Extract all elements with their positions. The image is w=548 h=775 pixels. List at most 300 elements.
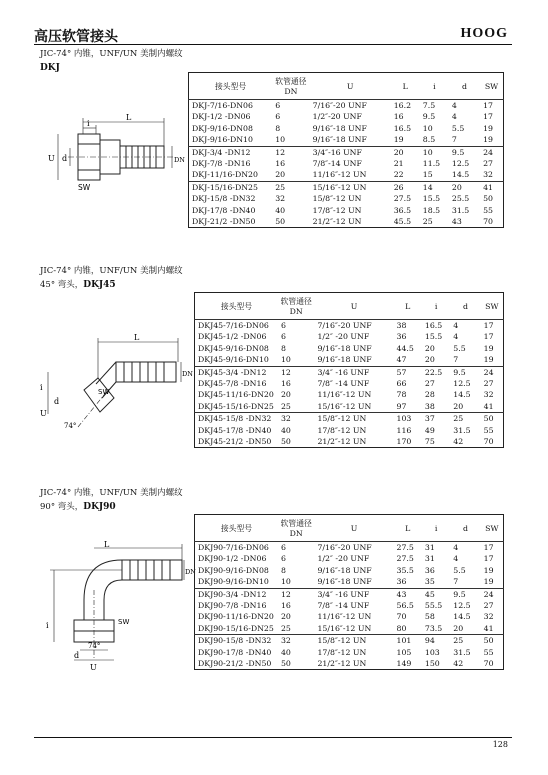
table-cell: 3/4″-16 UNF — [310, 146, 391, 158]
table-cell: 25 — [280, 623, 291, 633]
table-row — [195, 425, 504, 436]
dim-label-u: U — [90, 663, 97, 672]
table-cell: 26 — [391, 181, 420, 193]
column-header: 接头型号 — [195, 515, 278, 542]
table-cell: 19 — [483, 565, 494, 575]
table-cell: 35 — [424, 577, 435, 587]
table-cell: 4 — [451, 101, 457, 110]
table-row — [195, 588, 504, 600]
table-cell: 4 — [453, 321, 459, 330]
table-cell: 31 — [424, 543, 435, 552]
table-cell: 17 — [483, 554, 494, 564]
column-header: U — [314, 293, 393, 320]
column-header: SW — [480, 73, 503, 100]
table-cell: 17/8″-12 UN — [312, 205, 362, 215]
table-cell: 28 — [424, 390, 435, 400]
table-cell: 21/2″-12 UN — [317, 437, 367, 447]
cell-model: DKJ-3/4 -DN12 — [189, 146, 273, 158]
straight-fitting-drawing — [38, 112, 183, 190]
table-cell: 36 — [396, 577, 407, 587]
table-cell: 9/16″-18 UNF — [312, 135, 367, 145]
table-cell: 16 — [280, 601, 291, 611]
table-cell: 14.5 — [453, 612, 471, 622]
table-row — [195, 413, 504, 425]
column-header: 接头型号 — [195, 293, 278, 320]
table-cell: 19 — [483, 355, 494, 365]
cell-model: DKJ-7/8 -DN16 — [192, 159, 251, 169]
table-cell: 10 — [280, 355, 291, 365]
table-cell: 97 — [396, 401, 407, 411]
table-cell: 105 — [396, 647, 412, 657]
table-cell: 36.5 — [393, 205, 412, 215]
table-cell: 4 — [453, 554, 459, 564]
table-cell: 103 — [394, 413, 422, 425]
dim-label-l: L — [104, 540, 110, 549]
table-cell: 11/16″-12 UN — [317, 612, 372, 622]
table-cell: 75 — [424, 437, 435, 447]
table-row — [189, 123, 504, 134]
table-cell: 11/16″-12 UN — [312, 170, 367, 180]
table-cell: 9.5 — [449, 146, 480, 158]
cell-model: DKJ-9/16-DN10 — [192, 135, 253, 145]
table-cell: 7/16″-20 UNF — [312, 101, 367, 110]
table-cell: 66 — [396, 379, 407, 389]
table-cell: 12 — [278, 366, 314, 378]
table-cell: 16.5 — [393, 123, 412, 133]
table-cell: 103 — [424, 647, 440, 657]
table-row — [189, 100, 504, 112]
table-cell: 10 — [422, 123, 433, 133]
table-cell: 17 — [483, 332, 494, 342]
header-divider — [34, 44, 512, 45]
cell-model: DKJ-11/16-DN20 — [192, 170, 258, 180]
table-cell: 35.5 — [396, 565, 414, 575]
table-row — [195, 658, 504, 670]
section-caption-dkj45 — [40, 264, 183, 292]
column-header: 接头型号 — [189, 73, 273, 100]
dim-label-i: i — [46, 621, 49, 630]
table-cell: 19 — [483, 135, 493, 145]
page-title: 高压软管接头 — [34, 29, 118, 45]
table-cell: 20 — [280, 390, 291, 400]
table-cell: 27 — [483, 159, 493, 169]
table-cell: 3/4″ -16 UNF — [314, 366, 393, 378]
cell-model: DKJ45-7/8 -DN16 — [198, 379, 267, 389]
table-cell: 27 — [483, 601, 494, 611]
table-cell: 9.5 — [422, 112, 436, 122]
table-cell: 14 — [420, 181, 449, 193]
table-cell: 11/16″-12 UN — [317, 390, 372, 400]
dim-label-sw: SW — [78, 183, 91, 192]
table-cell: 17 — [483, 101, 493, 110]
table-cell: 55.5 — [424, 601, 443, 611]
table-cell: 24 — [481, 588, 504, 600]
table-cell: 45 — [422, 588, 450, 600]
table-cell: 20 — [391, 146, 420, 158]
table-row — [189, 169, 504, 181]
dim-label-l: L — [126, 113, 132, 122]
table-cell: 20 — [280, 612, 291, 622]
table-cell: 41 — [480, 181, 503, 193]
cell-model: DKJ45-9/16-DN10 — [198, 355, 269, 365]
table-cell: 7 — [453, 355, 459, 365]
column-header: i — [422, 293, 450, 320]
table-cell: 116 — [396, 425, 412, 435]
table-cell: 55 — [483, 425, 494, 435]
cell-model: DKJ90-3/4 -DN12 — [195, 588, 278, 600]
table-cell: 6 — [280, 554, 286, 564]
table-cell: 7.5 — [422, 101, 436, 110]
table-row — [195, 366, 504, 378]
column-header: U — [314, 515, 393, 542]
table-cell: 41 — [483, 623, 494, 633]
cell-model: DKJ-21/2 -DN50 — [192, 217, 256, 227]
table-row — [189, 205, 504, 216]
column-header: d — [450, 293, 480, 320]
table-cell: 20 — [424, 343, 435, 353]
elbow-45-fitting-drawing — [38, 332, 193, 432]
cell-model: DKJ-15/8 -DN32 — [192, 194, 256, 204]
table-cell: 17/8″-12 UN — [317, 647, 367, 657]
table-cell: 8 — [280, 343, 286, 353]
dim-label-sw: SW — [98, 388, 110, 396]
table-row — [195, 542, 504, 554]
table-cell: 6 — [275, 101, 281, 110]
table-row — [195, 331, 504, 342]
table-cell: 12.5 — [453, 379, 471, 389]
table-cell: 24 — [481, 366, 504, 378]
section-caption-dkj — [40, 47, 183, 75]
cell-model: DKJ90-21/2 -DN50 — [198, 659, 272, 669]
table-cell: 10 — [420, 146, 449, 158]
table-cell: 42 — [453, 437, 464, 447]
table-row — [189, 158, 504, 169]
column-header: L — [394, 515, 422, 542]
table-row — [189, 111, 504, 122]
table-cell: 27 — [483, 379, 494, 389]
table-cell: 11.5 — [422, 159, 441, 169]
table-cell: 31.5 — [453, 425, 471, 435]
table-cell: 25 — [272, 181, 309, 193]
table-cell: 50 — [280, 659, 291, 669]
column-header: 软管通径 DN — [278, 515, 314, 542]
table-cell: 17 — [483, 112, 493, 122]
column-header: L — [391, 73, 420, 100]
table-cell: 1/2″-20 UNF — [312, 112, 362, 122]
column-header: i — [420, 73, 449, 100]
table-row — [195, 553, 504, 564]
table-cell: 8.5 — [422, 135, 436, 145]
cell-model: DKJ-17/8 -DN40 — [192, 205, 256, 215]
table-cell: 22.5 — [422, 366, 450, 378]
table-cell: 78 — [396, 390, 407, 400]
dim-label-dn: DN — [174, 156, 185, 164]
table-cell: 7/16″-20 UNF — [317, 321, 372, 330]
caption-line1: JIC-74° 内锥，UNF/UN 美制内螺纹 — [40, 488, 183, 498]
dim-label-i: i — [87, 119, 90, 128]
table-cell: 15/8″-12 UN — [312, 194, 362, 204]
table-cell: 17 — [483, 543, 494, 552]
table-cell: 7/8″ -14 UNF — [317, 379, 370, 389]
table-cell: 19 — [483, 123, 493, 133]
cell-model: DKJ45-15/16-DN25 — [198, 401, 274, 411]
table-cell: 5.5 — [451, 123, 465, 133]
table-cell: 15/16″-12 UN — [317, 623, 372, 633]
table-cell: 1/2″ -20 UNF — [317, 554, 370, 564]
table-cell: 3/4″ -16 UNF — [314, 588, 393, 600]
table-cell: 31 — [424, 554, 435, 564]
table-row — [195, 611, 504, 622]
table-cell: 16 — [280, 379, 291, 389]
footer-divider — [34, 737, 512, 738]
column-header: SW — [481, 293, 504, 320]
column-header: 软管通径 DN — [278, 293, 314, 320]
table-cell: 150 — [424, 659, 440, 669]
table-row — [195, 635, 504, 647]
cell-model: DKJ90-7/8 -DN16 — [198, 601, 267, 611]
dim-label-dn: DN — [182, 370, 193, 378]
table-cell: 21 — [393, 159, 404, 169]
dim-label-l: L — [134, 333, 140, 342]
table-cell: 15.5 — [422, 194, 441, 204]
page-number: 128 — [492, 740, 508, 749]
table-cell: 15/16″-12 UN — [310, 181, 391, 193]
table-row — [189, 216, 504, 228]
table-cell: 47 — [396, 355, 407, 365]
table-row — [195, 389, 504, 400]
table-cell: 24 — [480, 146, 503, 158]
column-header: SW — [481, 515, 504, 542]
dim-label-angle: 74° — [64, 422, 77, 430]
table-cell: 7/8″-14 UNF — [312, 159, 362, 169]
table-cell: 17/8″-12 UN — [317, 425, 367, 435]
table-cell: 32 — [278, 635, 314, 647]
table-cell: 73.5 — [424, 623, 443, 633]
table-cell: 12.5 — [453, 601, 471, 611]
table-cell: 31.5 — [451, 205, 470, 215]
table-cell: 41 — [483, 401, 494, 411]
table-cell: 20 — [449, 181, 480, 193]
cell-model: DKJ90-1/2 -DN06 — [198, 554, 267, 564]
table-cell: 9.5 — [450, 588, 480, 600]
table-cell: 10 — [280, 577, 291, 587]
table-cell: 16.5 — [424, 321, 443, 330]
table-row — [189, 181, 504, 193]
table-cell: 10 — [275, 135, 286, 145]
table-row — [195, 647, 504, 658]
table-cell: 27.5 — [396, 554, 414, 564]
dim-label-u: U — [48, 154, 55, 163]
table-cell: 40 — [280, 647, 291, 657]
table-cell: 12 — [278, 588, 314, 600]
table-cell: 8 — [280, 565, 286, 575]
dim-label-d: d — [62, 154, 68, 163]
table-row — [195, 378, 504, 389]
table-cell: 27.5 — [396, 543, 414, 552]
table-cell: 14.5 — [451, 170, 470, 180]
table-cell: 16.2 — [393, 101, 412, 110]
cell-model: DKJ45-1/2 -DN06 — [198, 332, 267, 342]
table-cell: 22 — [393, 170, 404, 180]
dim-label-angle: 74° — [88, 642, 101, 650]
table-row — [195, 436, 504, 448]
table-cell: 50 — [275, 217, 286, 227]
table-cell: 50 — [483, 194, 493, 204]
table-cell: 40 — [280, 425, 291, 435]
table-row — [189, 193, 504, 204]
table-cell: 7/16″-20 UNF — [317, 543, 372, 552]
dim-label-d: d — [74, 651, 80, 660]
table-cell: 45.5 — [393, 217, 412, 227]
table-cell: 32 — [483, 170, 493, 180]
table-cell: 44.5 — [396, 343, 414, 353]
table-cell: 9/16″-18 UNF — [317, 577, 372, 587]
dim-label-i: i — [40, 383, 43, 392]
table-cell: 12.5 — [451, 159, 470, 169]
table-row — [195, 343, 504, 354]
elbow-90-fitting-drawing — [44, 540, 194, 675]
cell-model: DKJ90-9/16-DN10 — [198, 577, 269, 587]
table-cell: 50 — [481, 413, 504, 425]
table-cell: 17 — [483, 321, 494, 330]
column-header: d — [449, 73, 480, 100]
brand-logo: HOOG — [460, 26, 508, 41]
table-cell: 38 — [396, 321, 407, 330]
table-cell: 170 — [396, 437, 412, 447]
table-cell: 31.5 — [453, 647, 471, 657]
cell-model: DKJ-1/2 -DN06 — [192, 112, 251, 122]
table-cell: 9.5 — [450, 366, 480, 378]
column-header: 软管通径 DN — [272, 73, 309, 100]
column-header: d — [450, 515, 480, 542]
table-cell: 19 — [393, 135, 404, 145]
table-cell: 58 — [424, 612, 435, 622]
dim-label-dn: DN — [185, 568, 196, 576]
cell-model: DKJ45-11/16-DN20 — [198, 390, 274, 400]
table-cell: 70 — [396, 612, 407, 622]
table-cell: 21/2″-12 UN — [312, 217, 362, 227]
table-cell: 37 — [422, 413, 450, 425]
table-cell: 7 — [453, 577, 459, 587]
table-row — [195, 623, 504, 635]
cell-model: DKJ-9/16-DN08 — [192, 123, 253, 133]
table-cell: 25 — [450, 635, 480, 647]
table-cell: 20 — [453, 623, 464, 633]
table-cell: 6 — [280, 543, 286, 552]
table-cell: 27 — [424, 379, 435, 389]
table-cell: 57 — [394, 366, 422, 378]
table-cell: 18.5 — [422, 205, 441, 215]
column-header: U — [310, 73, 391, 100]
cell-model: DKJ45-9/16-DN08 — [198, 343, 269, 353]
spec-table-dkj — [188, 72, 504, 228]
caption-line2: 90° 弯头，DKJ90 — [40, 502, 116, 512]
caption-code: DKJ90 — [83, 502, 116, 512]
table-cell: 40 — [275, 205, 286, 215]
cell-model: DKJ45-17/8 -DN40 — [198, 425, 272, 435]
table-cell: 27.5 — [393, 194, 412, 204]
table-cell: 9/16″-18 UNF — [317, 355, 372, 365]
table-cell: 21/2″-12 UN — [317, 659, 367, 669]
table-cell: 32 — [275, 194, 286, 204]
table-cell: 56.5 — [396, 601, 414, 611]
table-cell: 15/8″-12 UN — [314, 635, 393, 647]
table-cell: 19 — [483, 343, 494, 353]
table-cell: 9/16″-18 UNF — [312, 123, 367, 133]
table-row — [189, 134, 504, 146]
table-cell: 20 — [424, 355, 435, 365]
table-cell: 7 — [451, 135, 457, 145]
table-cell: 12 — [272, 146, 309, 158]
caption-code: DKJ45 — [83, 280, 116, 290]
table-cell: 25 — [280, 401, 291, 411]
column-header: L — [394, 293, 422, 320]
table-row — [195, 565, 504, 576]
table-row — [195, 320, 504, 332]
table-row — [195, 576, 504, 588]
table-cell: 9/16″-18 UNF — [317, 343, 372, 353]
cell-model: DKJ90-7/16-DN06 — [198, 543, 269, 552]
table-cell: 43 — [394, 588, 422, 600]
table-cell: 38 — [424, 401, 435, 411]
table-row — [189, 146, 504, 158]
caption-line1: JIC-74° 内锥，UNF/UN 美制内螺纹 — [40, 49, 183, 59]
table-row — [195, 600, 504, 611]
table-cell: 25 — [422, 217, 433, 227]
table-cell: 50 — [481, 635, 504, 647]
cell-model: DKJ45-15/8 -DN32 — [195, 413, 278, 425]
dim-label-u: U — [40, 409, 47, 418]
table-cell: 14.5 — [453, 390, 471, 400]
table-cell: 6 — [280, 332, 286, 342]
cell-model: DKJ90-9/16-DN08 — [198, 565, 269, 575]
table-cell: 4 — [453, 543, 459, 552]
table-cell: 70 — [483, 659, 494, 669]
cell-model: DKJ90-17/8 -DN40 — [198, 647, 272, 657]
spec-table-dkj90 — [194, 514, 504, 670]
column-header: i — [422, 515, 450, 542]
table-cell: 20 — [453, 401, 464, 411]
cell-model: DKJ90-15/16-DN25 — [198, 623, 274, 633]
table-cell: 19 — [483, 577, 494, 587]
table-cell: 70 — [483, 437, 494, 447]
table-cell: 80 — [396, 623, 407, 633]
table-cell: 4 — [453, 332, 459, 342]
table-cell: 42 — [453, 659, 464, 669]
caption-code: DKJ — [40, 63, 60, 73]
caption-line1: JIC-74° 内锥，UNF/UN 美制内螺纹 — [40, 266, 183, 276]
cell-model: DKJ45-21/2 -DN50 — [198, 437, 272, 447]
table-cell: 1/2″ -20 UNF — [317, 332, 370, 342]
cell-model: DKJ45-7/16-DN06 — [198, 321, 269, 330]
table-row — [195, 354, 504, 366]
table-cell: 7/8″ -14 UNF — [317, 601, 370, 611]
table-cell: 55 — [483, 647, 494, 657]
cell-model: DKJ-7/16-DN06 — [192, 101, 253, 110]
table-cell: 32 — [278, 413, 314, 425]
table-cell: 50 — [280, 437, 291, 447]
cell-model: DKJ45-3/4 -DN12 — [195, 366, 278, 378]
table-cell: 9/16″-18 UNF — [317, 565, 372, 575]
table-cell: 6 — [280, 321, 286, 330]
caption-line2 — [40, 61, 183, 75]
table-cell: 55 — [483, 205, 493, 215]
table-row — [195, 401, 504, 413]
table-cell: 25.5 — [451, 194, 470, 204]
cell-model: DKJ90-15/8 -DN32 — [195, 635, 278, 647]
table-cell: 149 — [396, 659, 412, 669]
dim-label-d: d — [54, 397, 60, 406]
